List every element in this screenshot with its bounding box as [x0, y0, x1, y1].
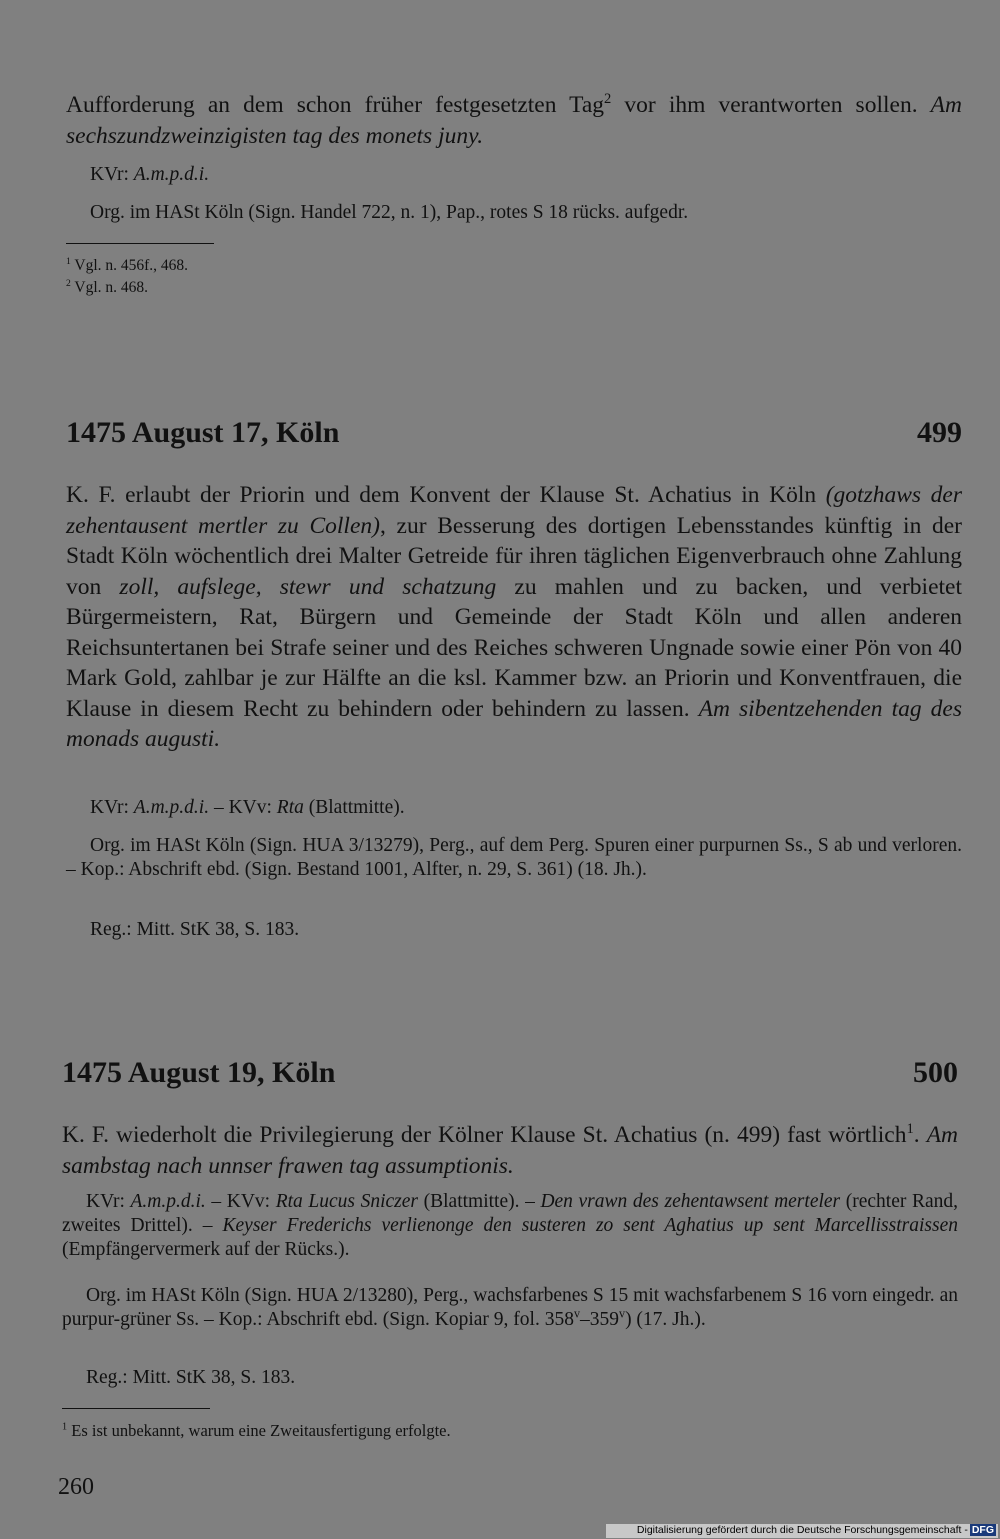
text: –359: [580, 1309, 620, 1330]
text: K. F. wiederholt die Privilegierung der Kölner Klause St. Achatius (n. 499) fast wörtlich: [62, 1122, 907, 1148]
original-note: [66, 201, 962, 225]
text: (Blattmitte).: [303, 797, 405, 818]
text: Org. im HASt Köln (Sign. HUA 2/13280), Perg., wachsfarbenes S 15 mit wachsfarbenem S 16 vorn eingedr. an purpur-grüner Ss. – Kop.: Abschrift ebd. (Sign. Kopiar 9, fol. 358: [62, 1285, 958, 1330]
text: v: [573, 1306, 581, 1321]
regest-note-500: [62, 1366, 958, 1390]
text: (rechter Rand, zweites Drittel). –: [62, 1191, 959, 1236]
text: KVr:: [86, 1191, 131, 1212]
document-date-place: 1475 August 19, Köln: [62, 1056, 336, 1089]
document-heading-500: [62, 1056, 958, 1090]
funding-credit: [606, 1524, 998, 1538]
text: Vgl. n. 456f., 468.: [70, 257, 189, 274]
text: (Empfängervermerk auf der Rücks.).: [62, 1239, 350, 1260]
original-note-499: [66, 834, 962, 882]
regest-text-500: [62, 1120, 958, 1181]
kv-note-499: [66, 796, 962, 820]
footnote-number: 1: [62, 1421, 68, 1433]
footnote-ref: 1: [906, 1121, 914, 1138]
text: K. F. erlaubt der Priorin und dem Konvent der Klause St. Achatius in Köln: [66, 482, 826, 508]
footnote-rule: [66, 243, 214, 244]
footnote-2: [66, 278, 962, 298]
text: KVr:: [90, 164, 134, 185]
text: zoll, aufslege, stewr und schatzung: [119, 573, 497, 600]
text: KVr:: [90, 797, 134, 818]
text: A.m.p.d.i.: [133, 797, 210, 818]
text: .: [913, 1122, 927, 1148]
text: Den vrawn des zehentawsent merteler: [540, 1191, 841, 1212]
document-number: 500: [913, 1056, 958, 1089]
text: (gotzhaws der zehentausent mertler zu Collen): [66, 482, 962, 539]
kvr-note: [66, 163, 962, 187]
text: zu mahlen und zu backen, und verbietet Bürgermeistern, Rat, Bürgern und Gemeinde der Stadt Köln und allen anderen Reichsuntertanen bei Strafe seiner und des Reiches schweren Ungnade sowie einer Pön von 40 Mark Gold, zahlbar je zur Hälfte an die ksl. Kammer bzw. an Priorin und Konventfrauen, die Klause in diesem Recht zu behindern oder behindern zu lassen.: [66, 573, 963, 722]
footnote-rule: [62, 1408, 210, 1409]
text: ) (17. Jh.).: [625, 1309, 706, 1330]
text: Am sambstag nach unnser frawen tag assumptionis.: [62, 1122, 959, 1179]
text: Keyser Frederichs verlienonge den susteren zo sent Aghatius up sent Marcellisstraissen: [222, 1215, 958, 1236]
footnote-500-1: [62, 1421, 958, 1441]
text: – KVv:: [205, 1191, 276, 1212]
dfg-logo: DFG: [971, 1524, 994, 1536]
page-number: 260: [58, 1474, 94, 1500]
text: Rta Lucus Sniczer: [275, 1191, 419, 1212]
text: (Blattmitte). –: [418, 1191, 541, 1212]
text: vor ihm verantworten sollen.: [611, 92, 931, 118]
text: A.m.p.d.i.: [133, 164, 210, 185]
quote-text: Am sechszundzweinzigisten tag des monets juny.: [66, 92, 962, 149]
document-date-place: 1475 August 17, Köln: [66, 416, 340, 449]
text: Reg.: Mitt. StK 38, S. 183.: [86, 1367, 296, 1388]
text: Reg.: Mitt. StK 38, S. 183.: [90, 919, 300, 940]
regest-note-499: [66, 918, 962, 942]
text: Org. im HASt Köln (Sign. Handel 722, n. 1), Pap., rotes S 18 rücks. aufgedr.: [90, 202, 689, 223]
text: A.m.p.d.i.: [130, 1191, 206, 1212]
text: – KVv:: [209, 797, 277, 818]
document-heading-499: [66, 416, 962, 450]
regest-text-499: [66, 480, 962, 755]
kv-note-500: [62, 1190, 958, 1262]
text: Vgl. n. 468.: [70, 279, 149, 296]
text: Es ist unbekannt, warum eine Zweitausfertigung erfolgte.: [67, 1421, 451, 1440]
original-note-500: [62, 1284, 958, 1332]
footnote-number: 2: [66, 277, 71, 289]
document-number: 499: [917, 416, 962, 449]
footnote-1: [66, 256, 962, 276]
footnote-ref: 2: [604, 91, 612, 108]
text: , zur Besserung des dortigen Lebensstandes künftig in der Stadt Köln wöchentlich drei Malter Getreide für ihren täglichen Eigenverbrauch ohne Zahlung von: [66, 512, 962, 600]
text: Aufforderung an dem schon früher festgesetzten Tag: [66, 92, 605, 118]
text: v: [619, 1306, 626, 1321]
text: Am sibentzehenden tag des monads augusti.: [66, 695, 962, 752]
continuation-text: [66, 90, 962, 151]
credit-text: Digitalisierung gefördert durch die Deutsche Forschungsgemeinschaft -: [636, 1524, 968, 1536]
text: Org. im HASt Köln (Sign. HUA 3/13279), Perg., auf dem Perg. Spuren einer purpurnen Ss., S ab und verloren. – Kop.: Abschrift ebd. (Sign. Bestand 1001, Alfter, n. 29, S. 361) (18. Jh.).: [66, 835, 962, 880]
text: Rta: [276, 797, 304, 818]
footnote-number: 1: [66, 255, 71, 267]
